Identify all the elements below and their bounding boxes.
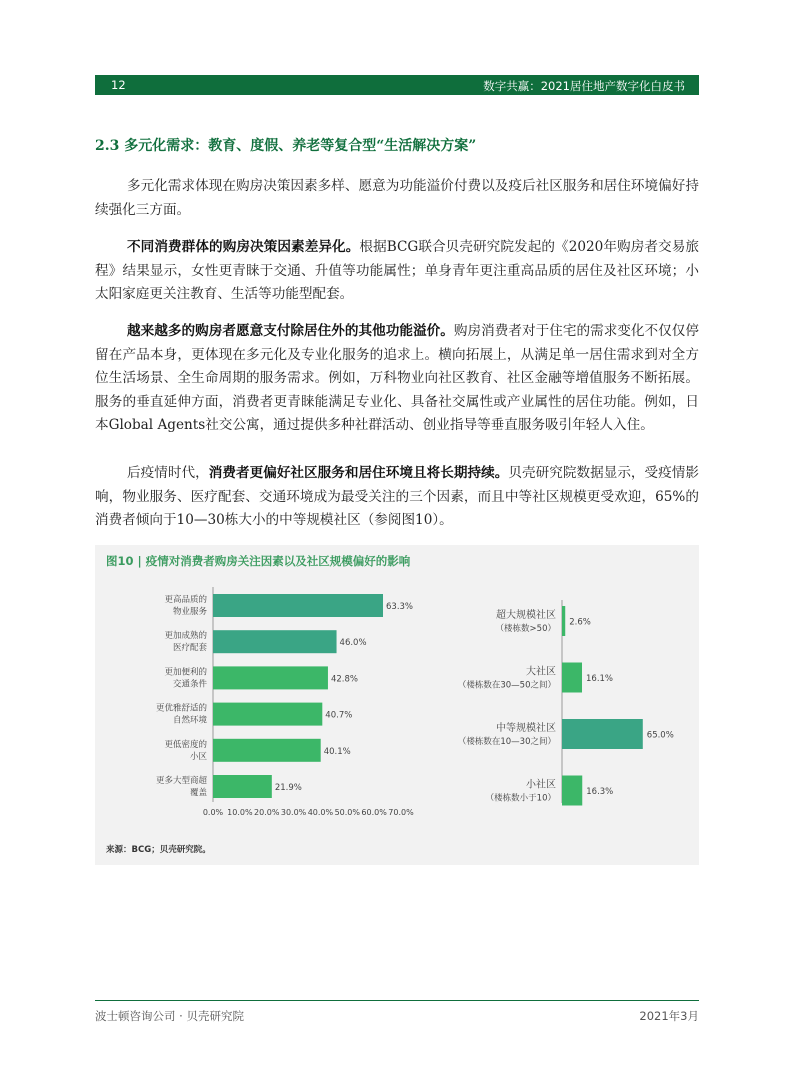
left-chart-tick-label: 0.0% — [202, 808, 224, 817]
right-chart-bar — [562, 719, 643, 749]
left-chart-category-label: 更加成熟的 — [164, 631, 207, 642]
footer-rule — [95, 1000, 699, 1001]
right-chart-category-label: （楼栋数在10—30之间） — [457, 737, 556, 747]
left-chart-tick-label: 10.0% — [227, 808, 253, 817]
paragraph-text: 根据BCG联合贝壳研究院发起的《2020年购房者交易旅程》结果显示，女性更青睐于交通、升值等功能属性；单身青年更注重高品质的居住及社区环境；小太阳家庭更关注教育、生活等功能型配套。 — [95, 239, 699, 302]
left-chart-value-label: 21.9% — [274, 783, 302, 793]
right-chart-value-label: 16.1% — [586, 674, 614, 684]
document-title: 数字共赢：2021居住地产数字化白皮书 — [483, 79, 685, 93]
paragraph-lead: 消费者更偏好社区服务和居住环境且将长期持续。 — [208, 465, 509, 481]
figure-title: 图10 | 疫情对消费者购房关注因素以及社区规模偏好的影响 — [106, 554, 411, 568]
right-chart-category-label: 小社区 — [526, 779, 556, 791]
paragraph-text: 多元化需求体现在购房决策因素多样、愿意为功能溢价付费以及疫后社区服务和居住环境偏好持续强化三方面。 — [95, 178, 699, 218]
left-chart-bar — [213, 739, 321, 762]
left-chart-bar — [213, 594, 383, 617]
paragraph-pre: 后疫情时代， — [127, 465, 209, 481]
right-chart-category-label: （楼栋数在30—50之间） — [457, 680, 556, 691]
footer-date: 2021年3月 — [639, 1009, 699, 1023]
left-chart-category-label: 更低密度的 — [164, 739, 207, 750]
left-chart-tick-label: 20.0% — [254, 808, 280, 817]
left-chart-category-label: 更优雅舒适的 — [155, 703, 207, 714]
left-chart-category-label: 交通条件 — [172, 679, 207, 690]
header-bar — [95, 75, 699, 95]
left-chart-tick-label: 50.0% — [334, 808, 360, 817]
right-chart-category-label: 中等规模社区 — [496, 723, 556, 734]
right-chart-category-label: 超大规模社区 — [496, 610, 556, 621]
right-chart-bar — [562, 606, 565, 636]
paragraph-intro — [95, 175, 699, 222]
paragraph-lead: 越来越多的购房者愿意支付除居住外的其他功能溢价。 — [127, 323, 454, 339]
right-chart-bar — [562, 776, 582, 806]
left-chart-tick-label: 30.0% — [280, 808, 307, 817]
footer-publisher: 波士顿咨询公司 · 贝壳研究院 — [95, 1009, 244, 1023]
paragraph-premium — [95, 320, 699, 438]
left-chart-value-label: 40.1% — [323, 746, 351, 757]
section-heading: 2.3 多元化需求：教育、度假、养老等复合型“生活解决方案” — [95, 138, 477, 154]
left-chart-category-label: 自然环境 — [172, 715, 207, 726]
left-chart-value-label: 46.0% — [339, 638, 367, 649]
left-chart-tick-label: 70.0% — [388, 808, 414, 817]
right-chart-value-label: 2.6% — [569, 617, 591, 628]
left-chart-bar — [213, 775, 272, 798]
right-chart-value-label: 16.3% — [586, 787, 614, 797]
left-chart-category-label: 更多大型商超 — [155, 776, 207, 786]
left-chart-bar — [213, 703, 322, 726]
paragraph-text: 购房消费者对于住宅的需求变化不仅仅停留在产品本身，更体现在多元化及专业化服务的追求上。横向拓展上，从满足单一居住需求到对全方位生活场景、全生命周期的服务需求。例如，万科物业向社区教育、社区金融等增值服务不断拓展。服务的垂直延伸方面，消费者更青睐能满足专业化、具备社交属性或产业属性的居住功能。例如，日本Global Agents社交公寓，通过提供多种社群活动、创业指导等垂直服务吸引年轻人入住。 — [95, 323, 700, 433]
right-chart-bar — [562, 663, 582, 693]
left-chart-value-label: 40.7% — [325, 710, 353, 721]
left-chart-category-label: 小区 — [189, 751, 207, 762]
right-chart-category-label: （楼栋数>50） — [495, 624, 556, 634]
left-chart-category-label: 物业服务 — [172, 607, 207, 617]
left-chart-value-label: 63.3% — [386, 602, 414, 612]
left-chart-tick-label: 60.0% — [361, 808, 387, 817]
left-chart-tick-label: 40.0% — [307, 808, 334, 817]
left-chart-category-label: 医疗配套 — [172, 643, 207, 654]
paragraph-lead: 不同消费群体的购房决策因素差异化。 — [127, 239, 360, 255]
page-number: 12 — [111, 78, 126, 92]
paragraph-text: 贝壳研究院数据显示，受疫情影响，物业服务、医疗配套、交通环境成为最受关注的三个因素，而且中等社区规模更受欢迎，65%的消费者倾向于10—30栋大小的中等规模社区（参阅图10）。 — [95, 465, 700, 528]
paragraph-decision-factors — [95, 236, 699, 307]
left-chart-category-label: 覆盖 — [189, 788, 207, 798]
figure-source: 来源：BCG；贝壳研究院。 — [106, 845, 211, 855]
right-chart-value-label: 65.0% — [646, 730, 674, 741]
paragraph-post-pandemic — [95, 462, 699, 533]
left-chart-category-label: 更加便利的 — [164, 667, 207, 678]
left-chart-bar — [213, 630, 337, 653]
left-chart-bar — [213, 666, 328, 689]
figure-10 — [95, 545, 699, 865]
left-chart-value-label: 42.8% — [330, 674, 358, 685]
left-chart-category-label: 更高品质的 — [164, 595, 207, 605]
right-chart-category-label: 大社区 — [526, 666, 556, 678]
figure-chart — [95, 545, 699, 845]
right-chart-category-label: （楼栋数小于10） — [485, 793, 556, 804]
